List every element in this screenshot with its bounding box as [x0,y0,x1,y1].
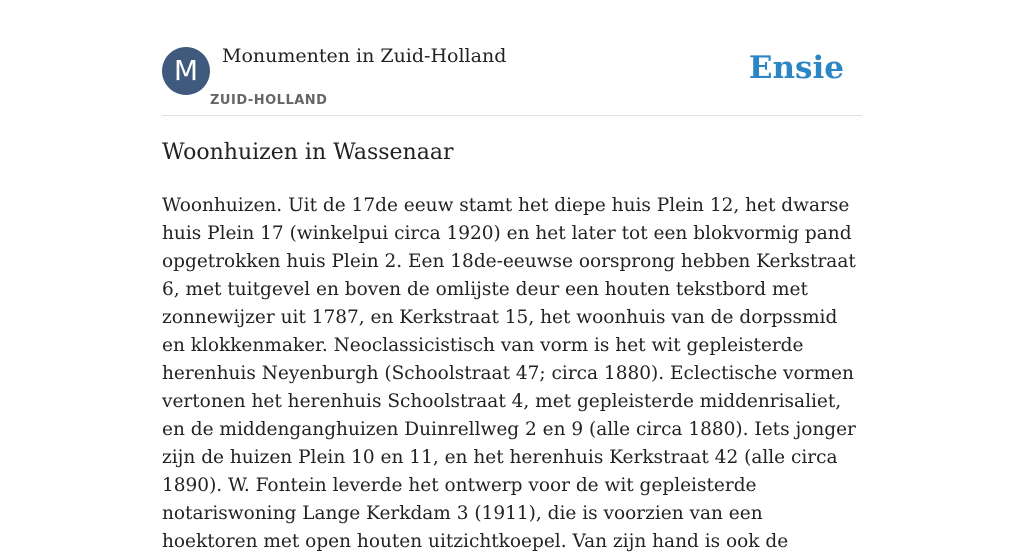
article-body: Woonhuizen. Uit de 17de eeuw stamt het diepe huis Plein 12, het dwarse huis Plein 17 (winkelpui circa 1920) en het later tot een blokvormig pand opgetrokken huis Plein 2. Een 18de-eeuwse oorsprong hebben Kerkstraat 6, met tuitgevel en boven de omlijste deur een houten tekstbord met zonnewijzer uit 1787, en Kerkstraat 15, het woonhuis van de dorpssmid en klokkenmaker. Neoclassicistisch van vorm is het wit gepleisterde herenhuis Neyenburgh (Schoolstraat 47; circa 1880). Eclectische vormen vertonen het herenhuis Schoolstraat 4, met gepleisterde middenrisaliet, en de middenganghuizen Duinrellweg 2 en 9 (alle circa 1880). Iets jonger zijn de huizen Plein 10 en 11, en het herenhuis Kerkstraat 42 (alle circa 1890). W. Fontein leverde het ontwerp voor de wit gepleisterde notariswoning Lange Kerkdam 3 (1911), die is voorzien van een hoektoren met open houten uitzichtkoepel. Van zijn hand is ook de [162,195,856,552]
brand-logo[interactable]: Ensie [748,50,844,86]
page-container [162,0,862,552]
collection-title-link[interactable]: Monumenten in Zuid-Holland [222,45,507,67]
article-title: Woonhuizen in Wassenaar [162,140,454,165]
collection-avatar[interactable]: M [162,47,210,95]
page-header [162,0,862,116]
category-link[interactable]: ZUID-HOLLAND [210,93,328,108]
